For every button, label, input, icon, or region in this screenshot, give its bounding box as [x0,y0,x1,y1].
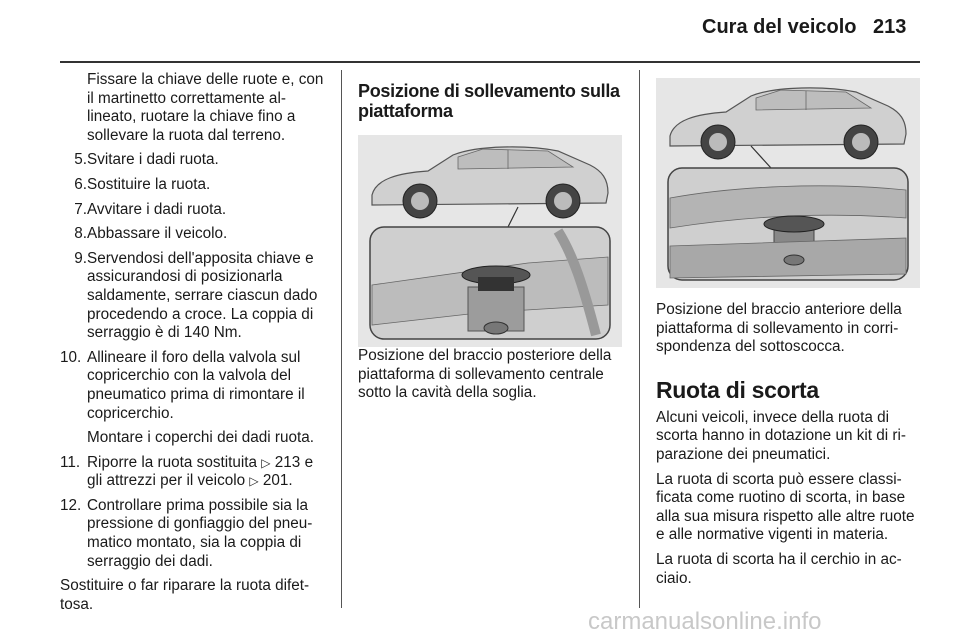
list-item [60,250,326,343]
item-text: Sostituire la ruota. [87,175,211,193]
item-text: Svitare i dadi ruota. [87,151,219,169]
figure-caption: Posizione del braccio posteriore della piattaforma di sollevamento centrale sotto la cavità della soglia. [358,347,612,402]
rear-lift-point-illustration [358,135,622,347]
car-lift-rear-svg [358,135,622,347]
column-left [60,71,326,614]
page-ref-link[interactable]: 213 [274,453,301,471]
list-item [60,349,326,423]
car-lift-front-svg [656,78,920,288]
item-number: 10. [60,348,82,366]
list-item [60,151,326,170]
column-right [656,81,921,588]
header-title: Cura del veicolo [702,16,857,38]
section-heading-spare-wheel: Ruota di scorta [656,376,819,403]
paragraph: La ruota di scorta ha il cerchio in ac-ciaio. [656,550,902,587]
item-text: Controllare prima possibile sia la pressione di gonfiaggio del pneu-matico montato, sia la coppia di serraggio dei dadi. [87,496,313,570]
step-continuation: Fissare la chiave delle ruote e, con il martinetto correttamente al-lineato, ruotare la chiave fino a sollevare la ruota dal terreno. [87,71,324,144]
item-text: Abbassare il veicolo. [87,225,228,243]
item-text: Avvitare i dadi ruota. [87,200,227,218]
closing-paragraph: Sostituire o far riparare la ruota difet-tosa. [60,577,310,613]
list-item [60,176,326,195]
watermark: carmanualsonline.info [588,608,822,635]
list-item [60,225,326,244]
item-sub-paragraph: Montare i coperchi dei dadi ruota. [87,429,315,447]
paragraph: La ruota di scorta può essere classi-ficata come ruotino di scorta, in base alla sua misura rispetto alle altre ruote e alle normative vigenti in materia. [656,470,915,544]
front-lift-point-illustration [656,78,920,288]
item-text: Servendosi dell'apposita chiave e assicurandosi di posizionarla saldamente, serrare ciascun dado procedendo a croce. La coppia di serraggio è di 140 Nm. [87,249,318,342]
page-ref-arrow-icon: ▷ [249,474,259,489]
figure-caption: Posizione del braccio anteriore della piattaforma di sollevamento in corri-spondenza del sottoscocca. [656,301,902,356]
page-number: 213 [873,16,907,38]
item-number: 7. [74,200,87,218]
item-number: 6. [74,175,87,193]
page-ref-link[interactable]: 201. [262,472,293,490]
column-middle [358,81,623,403]
list-item [60,201,326,220]
list-item [60,497,326,571]
item-number: 11. [60,453,81,471]
section-heading: Posizione di sollevamento sulla piattaforma [358,81,620,121]
item-number: 12. [60,496,82,514]
page-ref-arrow-icon: ▷ [261,455,271,470]
item-number: 5. [74,151,87,169]
paragraph: Alcuni veicoli, invece della ruota di scorta hanno in dotazione un kit di ri-parazione dei pneumatici. [656,408,906,463]
column-divider-2 [639,70,640,608]
item-text: Allineare il foro della valvola sul copricerchio con la valvola del pneumatico prima di rimontare il copricerchio. [87,348,305,422]
list-item [60,454,326,491]
header-rule [60,61,920,63]
item-number: 8. [74,225,87,243]
column-divider-1 [341,70,342,608]
item-number: 9. [74,249,87,267]
item-text-part: Riporre la ruota sostituita [87,453,258,471]
item-text-part: e gli attrezzi per il veicolo [87,453,314,490]
item-text [87,454,326,491]
